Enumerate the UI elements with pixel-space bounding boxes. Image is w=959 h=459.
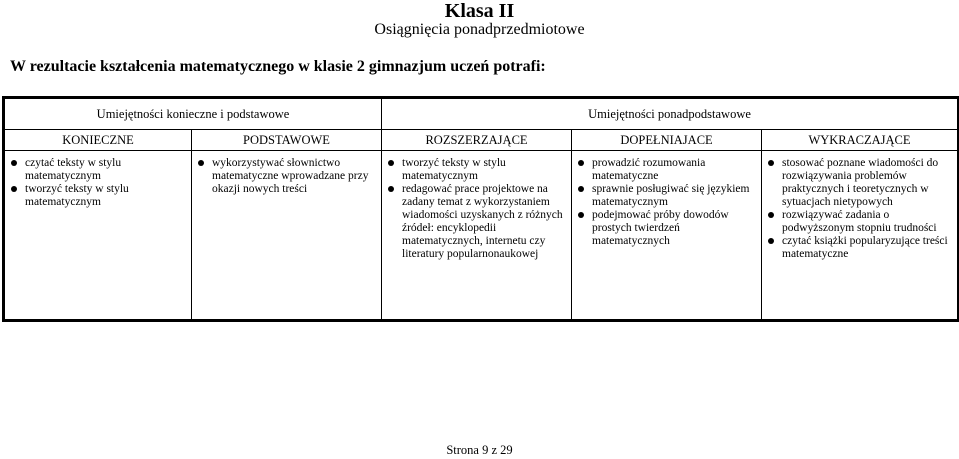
column-konieczne (4, 151, 192, 321)
bullet-icon (388, 160, 394, 166)
levels-header-row (4, 130, 959, 151)
group-header-basic: Umiejętności konieczne i podstawowe (4, 98, 382, 130)
list-item (766, 209, 953, 235)
list-item (766, 235, 953, 261)
group-header-row (4, 98, 959, 130)
list-item (196, 157, 377, 196)
page-number: Strona 9 z 29 (446, 443, 513, 457)
list-item (576, 183, 757, 209)
list-item-text: prowadzić rozumowania matematyczne (592, 157, 706, 182)
list-item-text: tworzyć teksty w stylu matematycznym (25, 183, 129, 208)
bullet-icon (11, 160, 17, 166)
list-item-text: redagować prace projektowe na zadany temat z wykorzystaniem wiadomości uzyskanych z różnych źródeł: encyklopedii matematycznych, internetu czy literatury popularnonaukowej (402, 183, 563, 260)
level-header: KONIECZNE (4, 130, 192, 151)
list-item-text: czytać książki popularyzujące treści matematyczne (782, 235, 948, 260)
level-header: PODSTAWOWE (192, 130, 382, 151)
list-item (9, 183, 187, 209)
list-item-text: wykorzystywać słownictwo matematyczne wprowadzane przy okazji nowych treści (212, 157, 369, 195)
intro-text: W rezultacie kształcenia matematycznego w klasie 2 gimnazjum uczeń potrafi: (10, 58, 546, 75)
bullet-icon (578, 160, 584, 166)
bullet-list (9, 157, 187, 209)
bullet-list (386, 157, 567, 261)
list-item-text: sprawnie posługiwać się językiem matematycznym (592, 183, 750, 208)
list-item (576, 209, 757, 248)
list-item-text: tworzyć teksty w stylu matematycznym (402, 157, 506, 182)
group-header-advanced: Umiejętności ponadpodstawowe (382, 98, 959, 130)
bullet-icon (768, 212, 774, 218)
bullet-list (766, 157, 953, 261)
list-item (766, 157, 953, 209)
list-item-text: stosować poznane wiadomości do rozwiązywania problemów praktycznych i teoretycznych w sytuacjach nietypowych (782, 157, 939, 208)
level-header: DOPEŁNIAJACE (572, 130, 762, 151)
list-item-text: podejmować próby dowodów prostych twierdzeń matematycznych (592, 209, 729, 247)
content-row (4, 151, 959, 321)
bullet-list (196, 157, 377, 196)
column-rozszerzajace (382, 151, 572, 321)
bullet-icon (578, 186, 584, 192)
list-item-text: czytać teksty w stylu matematycznym (25, 157, 122, 182)
list-item-text: rozwiązywać zadania o podwyższonym stopniu trudności (782, 209, 937, 234)
page-subtitle: Osiągnięcia ponadprzedmiotowe (374, 21, 585, 38)
bullet-icon (768, 238, 774, 244)
level-header: ROZSZERZAJĄCE (382, 130, 572, 151)
bullet-list (576, 157, 757, 248)
list-item (576, 157, 757, 183)
bullet-icon (768, 160, 774, 166)
column-dopelniajace (572, 151, 762, 321)
bullet-icon (388, 186, 394, 192)
column-podstawowe (192, 151, 382, 321)
bullet-icon (11, 186, 17, 192)
list-item (9, 157, 187, 183)
list-item (386, 157, 567, 183)
level-header: WYKRACZAJĄCE (762, 130, 959, 151)
page-title: Klasa II (444, 0, 515, 22)
bullet-icon (578, 212, 584, 218)
column-wykraczajace (762, 151, 959, 321)
bullet-icon (198, 160, 204, 166)
list-item (386, 183, 567, 261)
skills-table (2, 96, 959, 322)
